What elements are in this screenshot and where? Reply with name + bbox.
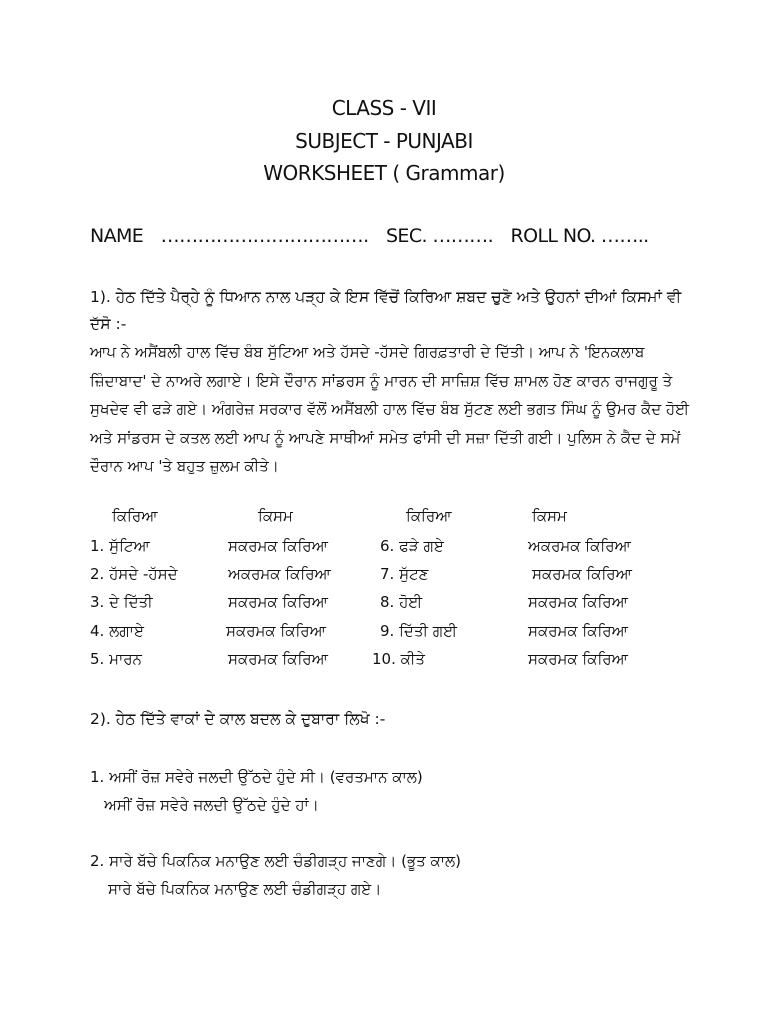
name-blank: ……………………………. xyxy=(160,225,369,247)
type-cell: ਸਕਰਮਕ ਕਿਰਿਆ xyxy=(228,537,328,555)
subject-heading: SUBJECT - PUNJABI xyxy=(295,129,473,153)
exercise-answer: ਅਸੀਂ ਰੋਜ਼ ਸਵੇਰੇ ਜਲਦੀ ਉੱਠਦੇ ਹੁੰਦੇ ਹਾਂ। xyxy=(104,796,319,814)
student-info-row xyxy=(90,225,690,247)
type-cell: ਸਕਰਮਕ ਕਿਰਿਆ xyxy=(226,622,326,640)
type-cell: ਸਕਰਮਕ ਕਿਰਿਆ xyxy=(228,650,328,668)
type-cell: ਸਕਰਮਕ ਕਿਰਿਆ xyxy=(528,650,628,668)
verb-cell: 2. ਹੱਸਦੇ -ਹੱਸਦੇ xyxy=(90,565,178,583)
type-cell: ਸਕਰਮਕ ਕਿਰਿਆ xyxy=(532,565,632,583)
exercise-answer: ਸਾਰੇ ਬੱਚੇ ਪਿਕਨਿਕ ਮਨਾਉਣ ਲਈ ਚੰਡੀਗੜ੍ਹ ਗਏ। xyxy=(108,880,382,898)
table-row xyxy=(0,622,768,650)
header-verb-2: ਕਿਰਿਆ xyxy=(406,507,452,525)
type-cell: ਅਕਰਮਕ ਕਿਰਿਆ xyxy=(528,537,631,555)
worksheet-heading: WORKSHEET ( Grammar) xyxy=(263,161,505,185)
header-type-1: ਕਿਸਮ xyxy=(258,507,293,525)
verb-cell: 6. ਫੜੇ ਗਏ xyxy=(380,537,444,555)
type-cell: ਸਕਰਮਕ ਕਿਰਿਆ xyxy=(228,593,328,611)
exercise-sentence: 2. ਸਾਰੇ ਬੱਚੇ ਪਿਕਨਿਕ ਮਨਾਉਣ ਲਈ ਚੰਡੀਗੜ੍ਹ ਜਾਣਗੇ। (ਭੂਤ ਕਾਲ) xyxy=(90,852,462,870)
section-label: SEC. ………. xyxy=(385,225,494,247)
verb-cell: 9. ਦਿੱਤੀ ਗਈ xyxy=(380,622,458,640)
verb-cell: 5. ਮਾਰਨ xyxy=(90,650,142,668)
type-cell: ਸਕਰਮਕ ਕਿਰਿਆ xyxy=(528,593,628,611)
header-verb-1: ਕਿਰਿਆ xyxy=(112,507,158,525)
exercise-item-2 xyxy=(90,847,710,903)
table-row xyxy=(0,593,768,621)
table-row xyxy=(0,650,768,678)
type-cell: ਸਕਰਮਕ ਕਿਰਿਆ xyxy=(528,622,628,640)
verb-cell: 8. ਹੋਈ xyxy=(380,593,423,611)
name-label: NAME xyxy=(90,225,144,247)
question-2-prompt: 2). ਹੇਠ ਦਿੱਤੇ ਵਾਕਾਂ ਦੇ ਕਾਲ ਬਦਲ ਕੇ ਦੁਬਾਰਾ ਲਿਖੋ :- xyxy=(90,710,386,728)
exercise-sentence: 1. ਅਸੀਂ ਰੋਜ਼ ਸਵੇਰੇ ਜਲਦੀ ਉੱਠਦੇ ਹੁੰਦੇ ਸੀ। (ਵਰਤਮਾਨ ਕਾਲ) xyxy=(90,768,423,786)
class-heading: CLASS - VII xyxy=(331,96,437,120)
verb-cell: 7. ਸੁੱਟਣ xyxy=(380,565,429,583)
header-type-2: ਕਿਸਮ xyxy=(532,507,567,525)
type-cell: ਅਕਰਮਕ ਕਿਰਿਆ xyxy=(228,565,331,583)
verb-table-header xyxy=(0,507,768,535)
verb-cell: 10. ਕੀਤੇ xyxy=(372,650,425,668)
question-1-prompt: 1). ਹੇਠ ਦਿੱਤੇ ਪੈਰ੍ਹੇ ਨੂੰ ਧਿਆਨ ਨਾਲ ਪੜ੍ਹ ਕੇ ਇਸ ਵਿੱਚੋਂ ਕਿਰਿਆ ਸ਼ਬਦ ਚੁਣੋ ਅਤੇ ਉਹਨਾਂ ਦੀਆਂ ਕਿਸਮਾਂ ਵੀ ਦੱਸੋ :- xyxy=(90,288,682,333)
verb-cell: 1. ਸੁੱਟਿਆ xyxy=(90,537,150,555)
verb-cell: 3. ਦੇ ਦਿੱਤੀ xyxy=(90,593,153,611)
verb-cell: 4. ਲਗਾਏ xyxy=(90,622,144,640)
table-row xyxy=(0,565,768,593)
table-row xyxy=(0,537,768,565)
roll-number-label: ROLL NO. …….. xyxy=(510,225,649,247)
question-1-passage: ਆਪ ਨੇ ਅਸੈਂਬਲੀ ਹਾਲ ਵਿੱਚ ਬੰਬ ਸੁੱਟਿਆ ਅਤੇ ਹੱਸਦੇ -ਹੱਸਦੇ ਗਿਰਫ਼ਤਾਰੀ ਦੇ ਦਿੱਤੀ। ਆਪ ਨੇ 'ਇਨਕਲਾਬ ਜ਼ਿੰਦਾਬਾਦ' ਦੇ ਨਾਅਰੇ ਲਗਾਏ। ਇਸੇ ਦੌਰਾਨ ਸਾਂਡਰਸ ਨੂੰ ਮਾਰਨ ਦੀ ਸਾਜ਼ਿਸ਼ ਵਿੱਚ ਸ਼ਾਮਲ ਹੋਣ ਕਾਰਨ ਰਾਜਗੁਰੂ ਤੇ ਸੁਖਦੇਵ ਵੀ ਫੜੇ ਗਏ। ਅੰਗਰੇਜ਼ ਸਰਕਾਰ ਵੱਲੋਂ ਅਸੈਂਬਲੀ ਹਾਲ ਵਿੱਚ ਬੰਬ ਸੁੱਟਣ ਲਈ ਭਗਤ ਸਿੰਘ ਨੂੰ ਉਮਰ ਕੈਦ ਹੋਈ ਅਤੇ ਸਾਂਡਰਸ ਦੇ ਕਤਲ ਲਈ ਆਪ ਨੂੰ ਆਪਣੇ ਸਾਥੀਆਂ ਸਮੇਤ ਫਾਂਸੀ ਦੀ ਸਜ਼ਾ ਦਿੱਤੀ ਗਈ। ਪੁਲਿਸ ਨੇ ਕੈਦ ਦੇ ਸਮੇਂ ਦੌਰਾਨ ਆਪ 'ਤੇ ਬਹੁਤ ਜ਼ੁਲਮ ਕੀਤੇ। xyxy=(90,343,690,475)
exercise-item-1 xyxy=(90,763,710,819)
